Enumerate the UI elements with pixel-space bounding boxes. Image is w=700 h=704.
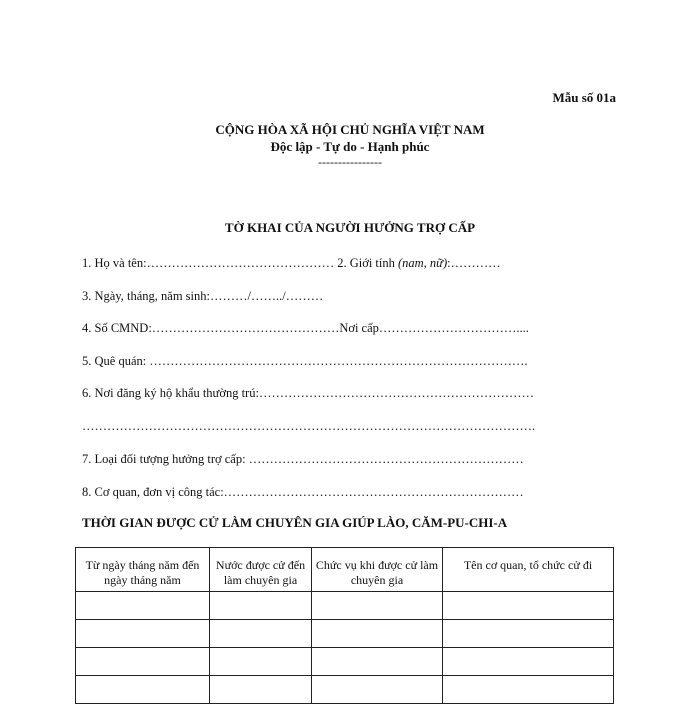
table-cell[interactable] bbox=[76, 648, 210, 676]
gender-label: 2. Giới tính bbox=[337, 256, 398, 270]
dob-label: 3. Ngày, tháng, năm sinh: bbox=[82, 289, 210, 303]
table-cell[interactable] bbox=[210, 648, 312, 676]
table-cell[interactable] bbox=[210, 620, 312, 648]
table-cell[interactable] bbox=[76, 592, 210, 620]
issued-place-label: Nơi cấp bbox=[339, 321, 379, 335]
residence-continued-dots: ………………………………………………………………………………………………. bbox=[82, 419, 536, 433]
field-date-of-birth bbox=[82, 289, 323, 304]
workplace-dots: ……………………………………………………………… bbox=[223, 485, 524, 499]
form-number: Mẫu số 01a bbox=[552, 90, 616, 105]
field-workplace bbox=[82, 485, 524, 500]
table-header-row bbox=[76, 548, 614, 592]
field-hometown bbox=[82, 354, 527, 369]
field-id-card bbox=[82, 321, 529, 336]
issued-place-dots: …………………………….... bbox=[378, 321, 529, 335]
national-header bbox=[0, 121, 700, 169]
field-full-name bbox=[82, 256, 501, 271]
table-row bbox=[76, 676, 614, 704]
gender-dots: :………… bbox=[447, 256, 501, 270]
id-card-label: 4. Số CMND: bbox=[82, 321, 152, 335]
hometown-label: 5. Quê quán: bbox=[82, 354, 150, 368]
table-cell[interactable] bbox=[312, 676, 443, 704]
gender-hint: (nam, nữ) bbox=[397, 256, 448, 270]
column-header-period: Từ ngày tháng năm đến ngày tháng năm bbox=[76, 548, 210, 592]
table-cell[interactable] bbox=[210, 592, 312, 620]
residence-label: 6. Nơi đăng ký hộ khẩu thường trú: bbox=[82, 386, 259, 400]
hometown-dots: ………………………………………………………………………………. bbox=[149, 354, 528, 368]
table-cell[interactable] bbox=[443, 648, 614, 676]
table-cell[interactable] bbox=[443, 592, 614, 620]
field-permanent-residence-continued bbox=[82, 419, 535, 434]
residence-dots: ………………………………………………………… bbox=[258, 386, 534, 400]
table-row bbox=[76, 592, 614, 620]
header-separator: ---------------- bbox=[318, 155, 382, 169]
national-motto: Độc lập - Tự do - Hạnh phúc bbox=[270, 139, 430, 154]
beneficiary-type-label: 7. Loại đối tượng hưởng trợ cấp: bbox=[82, 452, 249, 466]
field-beneficiary-type bbox=[82, 452, 524, 467]
full-name-label: 1. Họ và tên: bbox=[82, 256, 147, 270]
table-cell[interactable] bbox=[76, 620, 210, 648]
full-name-dots: ……………………………………… bbox=[146, 256, 335, 270]
table-cell[interactable] bbox=[312, 592, 443, 620]
table-cell[interactable] bbox=[210, 676, 312, 704]
column-header-sending-agency: Tên cơ quan, tổ chức cử đi bbox=[443, 548, 614, 592]
beneficiary-type-dots: ………………………………………………………… bbox=[248, 452, 524, 466]
expert-period-table bbox=[75, 547, 614, 704]
column-header-country: Nước được cử đến làm chuyên gia bbox=[210, 548, 312, 592]
table-cell[interactable] bbox=[76, 676, 210, 704]
column-header-position: Chức vụ khi được cử làm chuyên gia bbox=[312, 548, 443, 592]
table-row bbox=[76, 648, 614, 676]
table-row bbox=[76, 620, 614, 648]
table-cell[interactable] bbox=[312, 648, 443, 676]
section-title: THỜI GIAN ĐƯỢC CỬ LÀM CHUYÊN GIA GIÚP LÀO, CĂM-PU-CHI-A bbox=[82, 515, 508, 530]
table-cell[interactable] bbox=[443, 620, 614, 648]
table-cell[interactable] bbox=[443, 676, 614, 704]
document-title: TỜ KHAI CỦA NGƯỜI HƯỞNG TRỢ CẤP bbox=[224, 220, 476, 235]
workplace-label: 8. Cơ quan, đơn vị công tác: bbox=[82, 485, 224, 499]
id-card-dots: ……………………………………… bbox=[151, 321, 340, 335]
nation-name: CỘNG HÒA XÃ HỘI CHỦ NGHĨA VIỆT NAM bbox=[215, 122, 485, 137]
table-cell[interactable] bbox=[312, 620, 443, 648]
dob-dots: ………/……../……… bbox=[210, 289, 324, 303]
field-permanent-residence bbox=[82, 386, 534, 401]
